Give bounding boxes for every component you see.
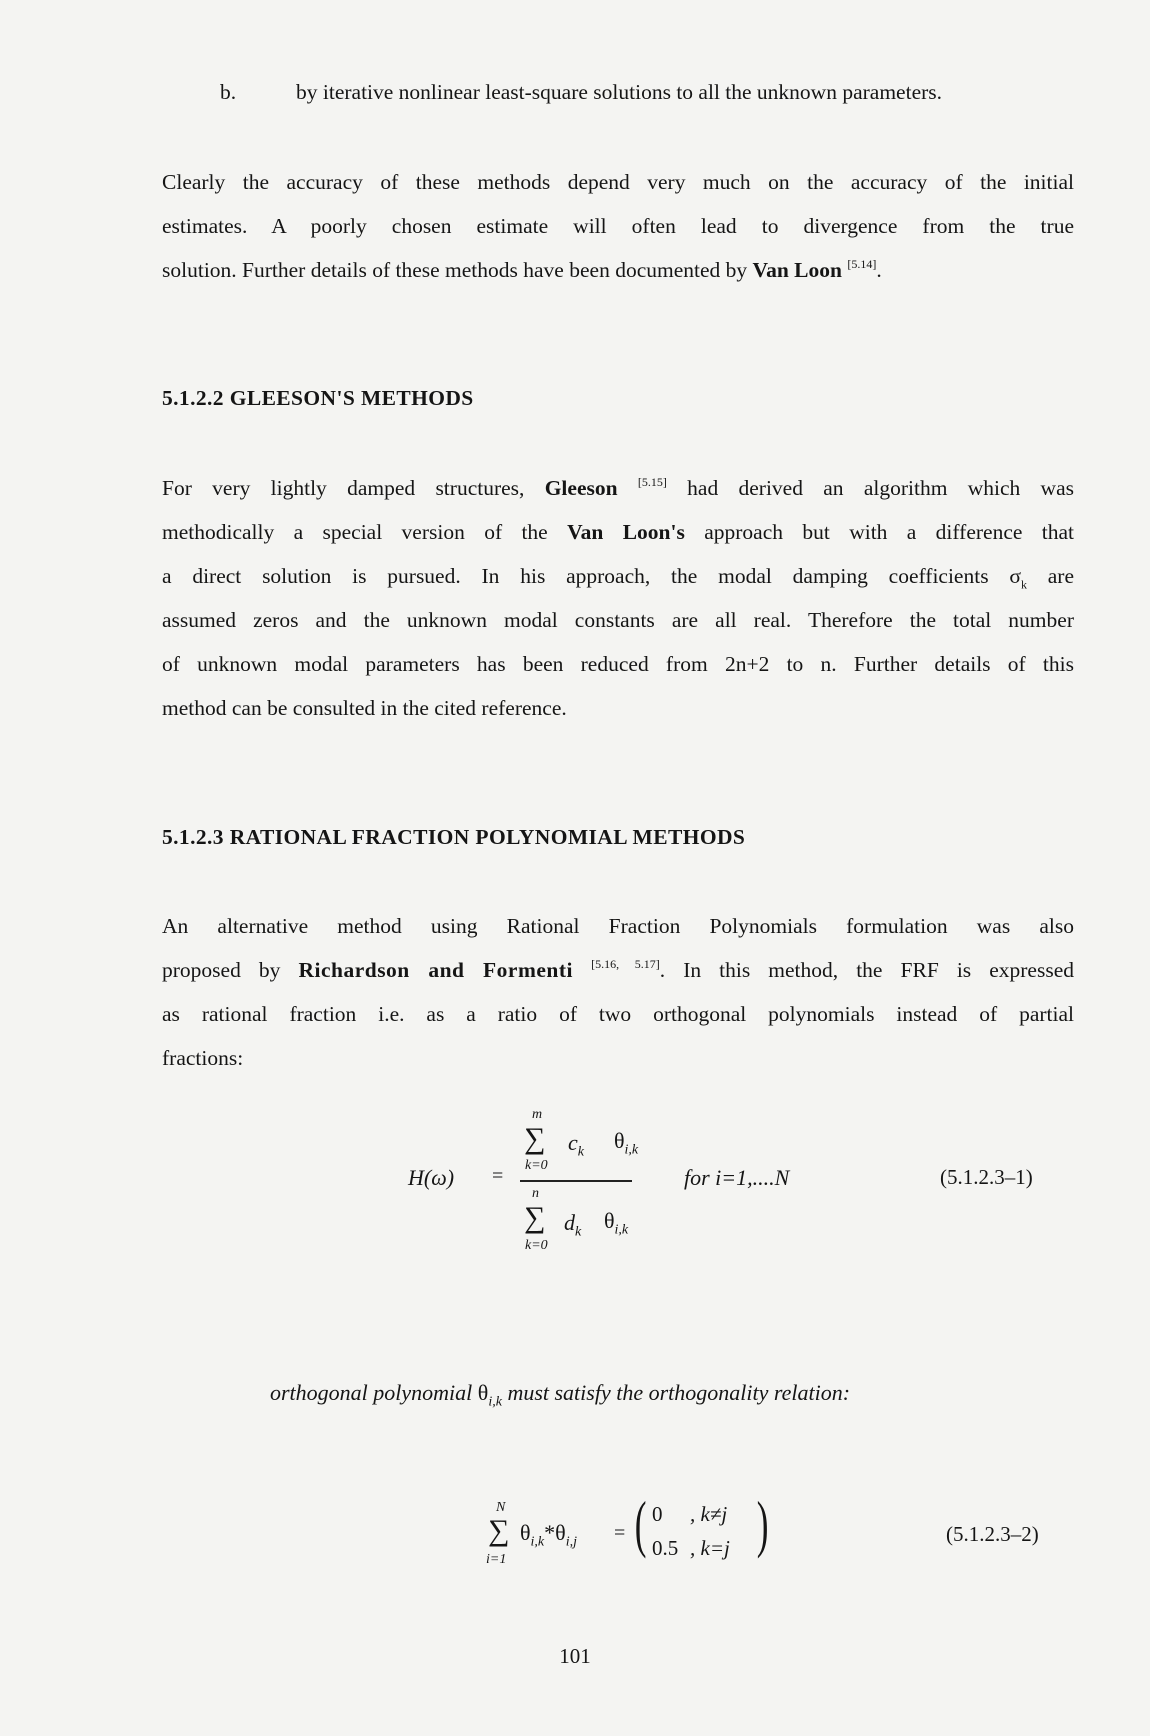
- case-condition: , k≠j: [690, 1502, 728, 1526]
- citation: [5.15]: [637, 475, 667, 489]
- text-line: assumed zeros and the unknown modal constants are all real. Therefore the total number: [162, 608, 1074, 632]
- text-line: a direct solution is pursued. In his approach, the modal damping coefficients $\sigma_k$ are: [162, 564, 1074, 592]
- paragraph-gleeson: [162, 466, 1074, 730]
- list-marker: b.: [220, 80, 237, 104]
- section-heading: 5.1.2.2 GLEESON'S METHODS: [162, 386, 474, 410]
- author-name: Richardson and Formenti: [298, 958, 574, 982]
- page-number: 101: [559, 1644, 591, 1668]
- list-item-text: by iterative nonlinear least-square solutions to all the unknown parameters.: [296, 80, 943, 104]
- case-value: 0.5: [652, 1536, 679, 1560]
- sigma-icon: ∑: [488, 1514, 510, 1547]
- sum-lower-limit: i=1: [486, 1552, 507, 1567]
- text-line: proposed by Richardson and Formenti [5.16, 5.17]. In this method, the FRF is expressed: [162, 957, 1074, 982]
- section-heading: 5.1.2.3 RATIONAL FRACTION POLYNOMIAL METHODS: [162, 825, 746, 849]
- sum-upper-limit: N: [496, 1500, 506, 1515]
- text-line: methodically a special version of the Van Loon's approach but with a difference that: [162, 520, 1074, 544]
- text-line: as rational fraction i.e. as a ratio of two orthogonal polynomials instead of partial: [162, 1002, 1074, 1026]
- sum-upper-limit: n: [532, 1186, 539, 1201]
- theta-product: $\theta_{i,k}*\theta_{i,j}$: [520, 1520, 577, 1550]
- sum-lower-limit: k=0: [525, 1238, 548, 1253]
- equation-number: (5.1.2.3–1): [940, 1165, 1033, 1189]
- citation: [5.16, 5.17]: [591, 957, 660, 971]
- author-name: Van Loon's: [567, 520, 685, 544]
- text-line: of unknown modal parameters has been reduced from 2n+2 to n. Further details of this: [162, 652, 1074, 676]
- paragraph-accuracy: [162, 160, 1074, 292]
- text-line: For very lightly damped structures, Gleeson [5.15] had derived an algorithm which was: [162, 475, 1074, 500]
- sum-upper-limit: m: [532, 1107, 543, 1122]
- coefficient: $c_k$: [568, 1130, 584, 1160]
- left-paren-icon: (: [634, 1488, 647, 1559]
- text-line: Clearly the accuracy of these methods depend very much on the accuracy of the initial: [162, 170, 1074, 194]
- author-name: Van Loon: [752, 258, 842, 282]
- equals-sign: =: [492, 1165, 504, 1187]
- case-value: 0: [652, 1502, 663, 1526]
- right-paren-icon: ): [756, 1488, 769, 1559]
- text-line: method can be consulted in the cited reference.: [162, 696, 567, 720]
- theta-term: $\theta_{i,k}$: [604, 1208, 629, 1238]
- sum-lower-limit: k=0: [525, 1158, 548, 1173]
- equation-condition: for i=1,....N: [684, 1165, 790, 1190]
- paragraph-rfp: [162, 904, 1074, 1080]
- citation: [5.14]: [847, 257, 877, 271]
- sigma-icon: ∑: [524, 1201, 546, 1234]
- sigma-symbol: σ: [1009, 564, 1021, 588]
- equation-lhs: H(ω): [408, 1165, 455, 1190]
- equals-sign: =: [614, 1522, 626, 1544]
- fraction-bar: [520, 1180, 632, 1182]
- text-line: estimates. A poorly chosen estimate will often lead to divergence from the true: [162, 214, 1074, 238]
- case-condition: , k=j: [690, 1536, 730, 1560]
- sigma-icon: ∑: [524, 1122, 546, 1155]
- theta-term: $\theta_{i,k}$: [614, 1128, 639, 1158]
- text-line: fractions:: [162, 1046, 244, 1070]
- author-name: Gleeson: [544, 476, 618, 500]
- text-line: solution. Further details of these methods have been documented by Van Loon [5.14].: [162, 257, 882, 282]
- equation-number: (5.1.2.3–2): [946, 1522, 1039, 1546]
- coefficient: $d_k$: [564, 1210, 582, 1240]
- orthogonality-statement: orthogonal polynomial $\theta_{i,k}$ must satisfy the orthogonality relation:: [270, 1380, 851, 1410]
- text-line: An alternative method using Rational Fraction Polynomials formulation was also: [162, 914, 1074, 938]
